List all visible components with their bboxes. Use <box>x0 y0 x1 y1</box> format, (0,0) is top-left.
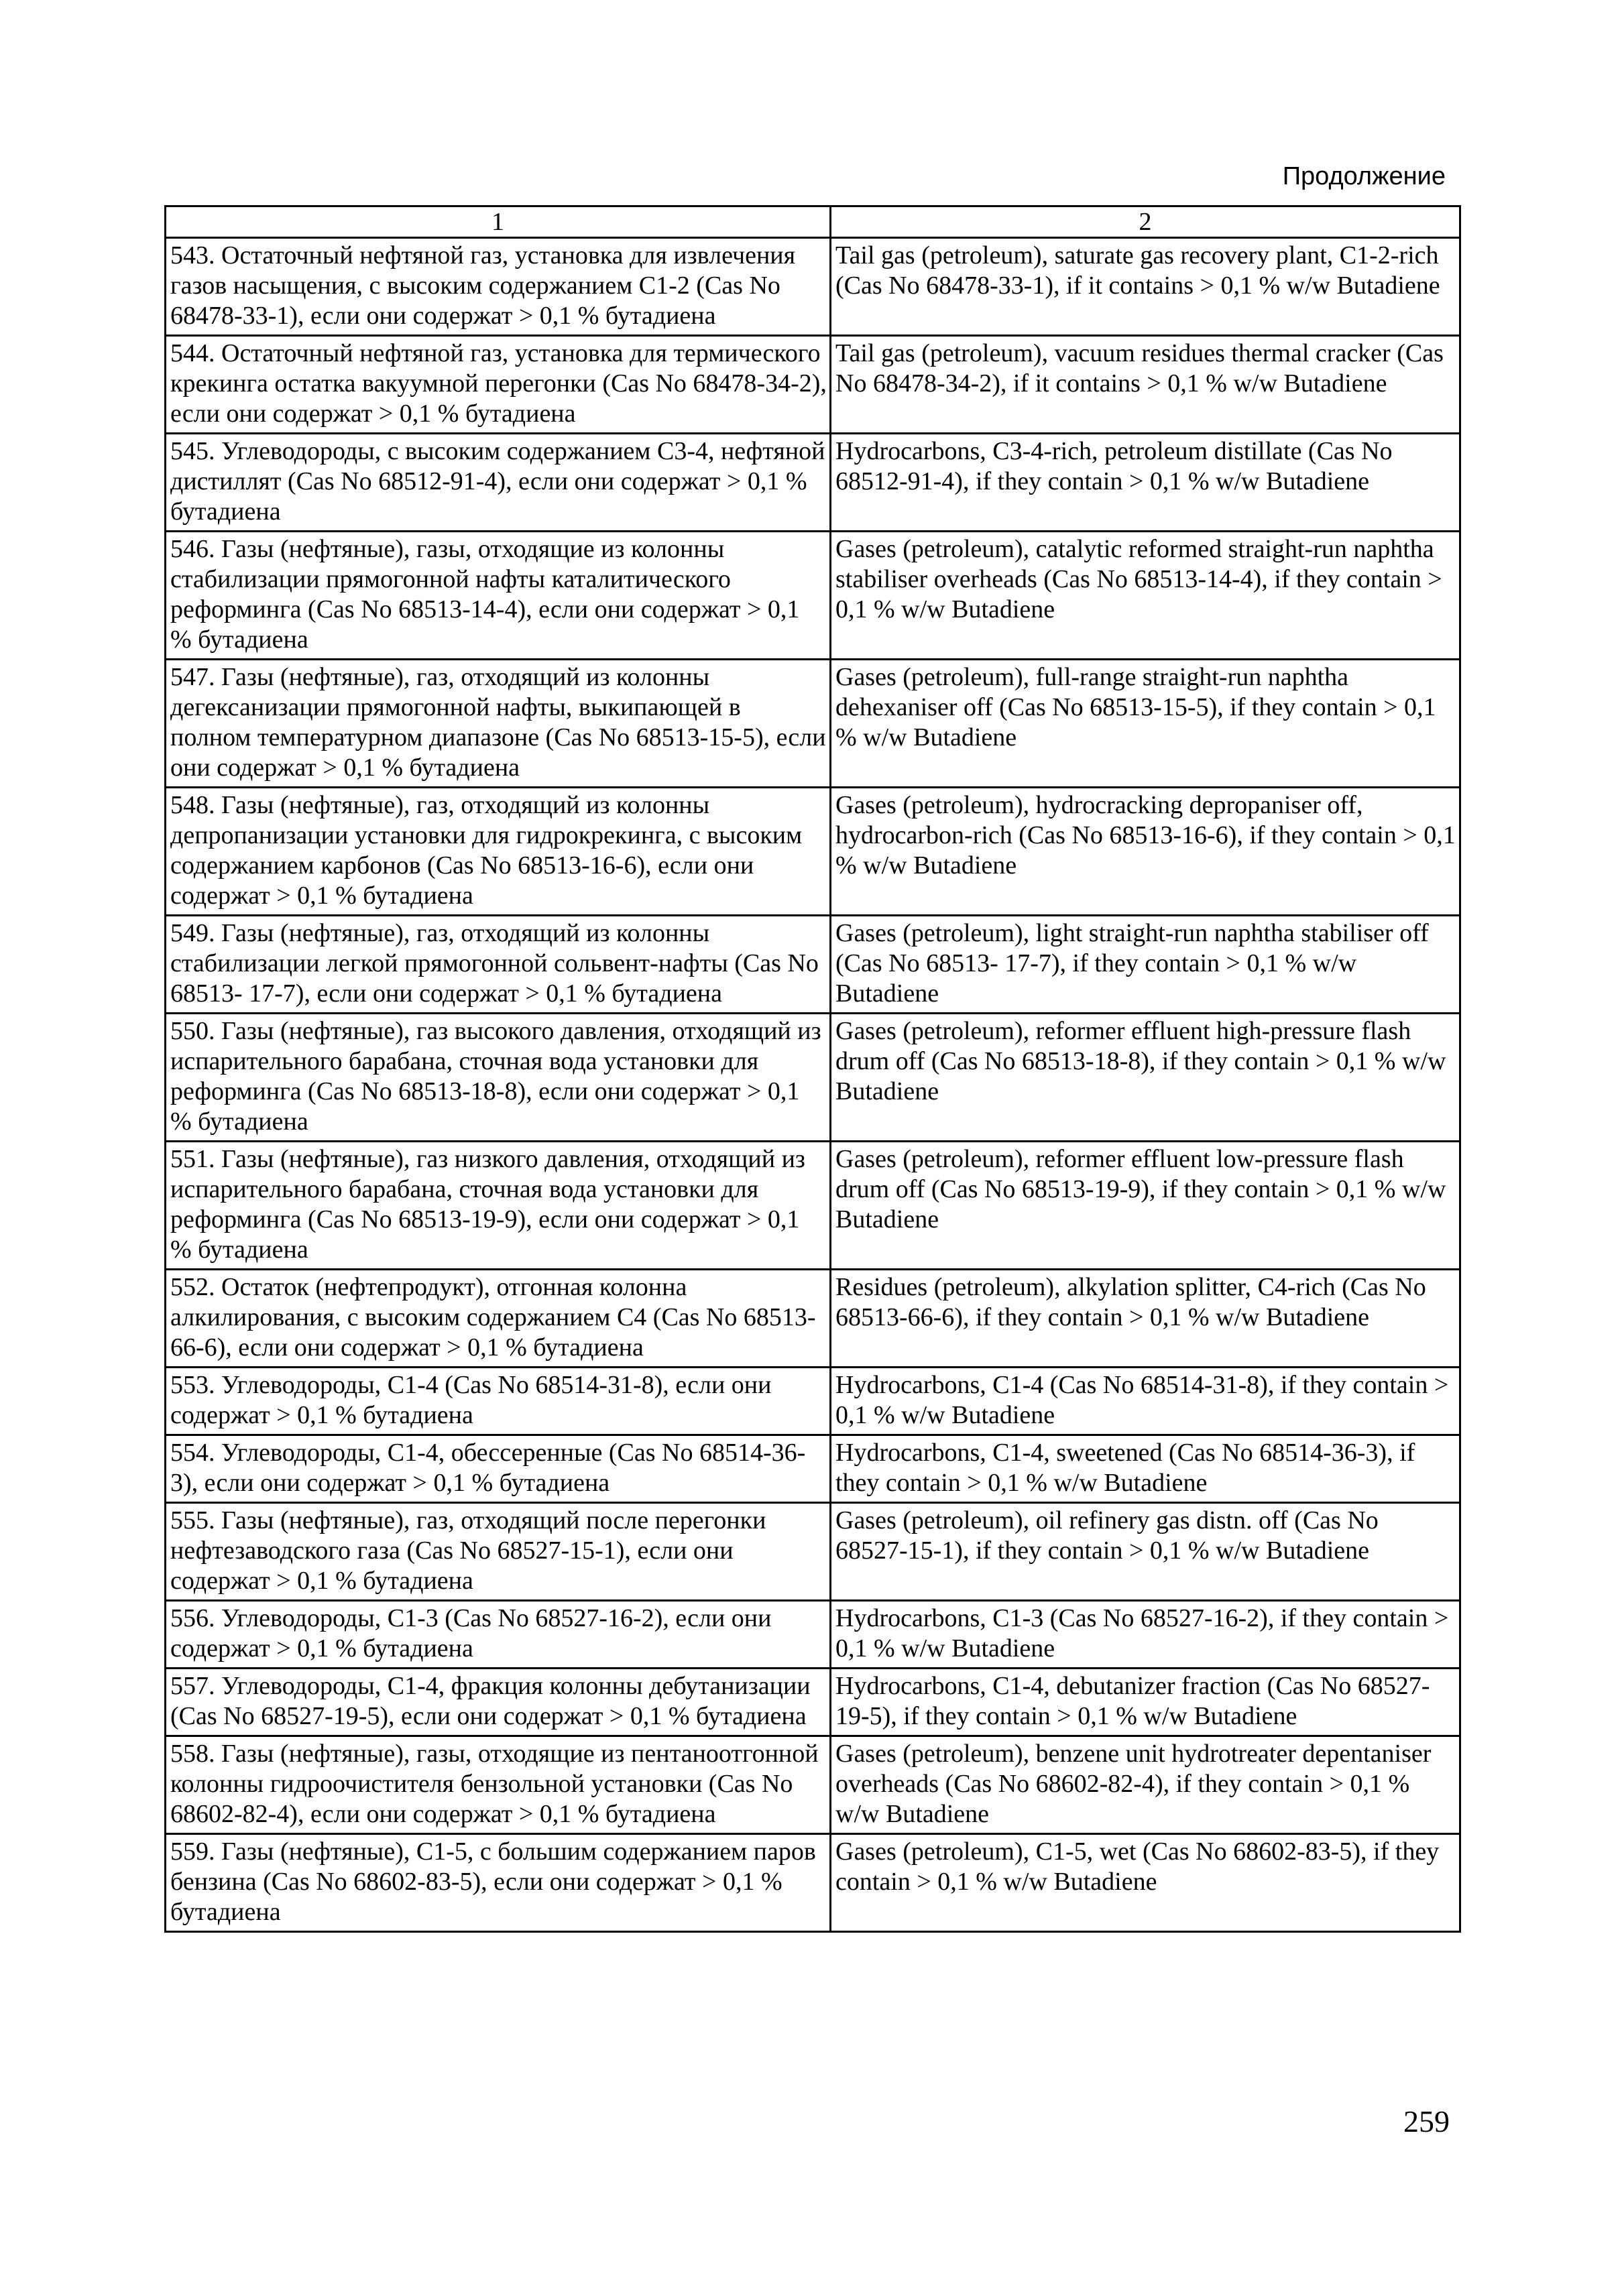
english-cell: Gases (petroleum), reformer effluent high-pressure flash drum off (Cas No 68513-18-8), if they contain > 0,1 % w/w Butadiene <box>831 1014 1460 1142</box>
russian-cell: 552. Остаток (нефтепродукт), отгонная колонна алкилирования, с высоким содержанием C4 (Cas No 68513-66-6), если они содержат > 0,1 % бутадиена <box>166 1270 831 1368</box>
table-row <box>166 916 1460 1014</box>
russian-cell: 549. Газы (нефтяные), газ, отходящий из колонны стабилизации легкой прямогонной сольвент-нафты (Cas No 68513- 17-7), если они содержат > 0,1 % бутадиена <box>166 916 831 1014</box>
english-cell: Gases (petroleum), full-range straight-run naphtha dehexaniser off (Cas No 68513-15-5), if they contain > 0,1 % w/w Butadiene <box>831 660 1460 788</box>
russian-cell: 547. Газы (нефтяные), газ, отходящий из колонны дегексанизации прямогонной нафты, выкипающей в полном температурном диапазоне (Cas No 68513-15-5), если они содержат > 0,1 % бутадиена <box>166 660 831 788</box>
table-row <box>166 238 1460 336</box>
table-row <box>166 788 1460 916</box>
russian-cell: 550. Газы (нефтяные), газ высокого давления, отходящий из испарительного барабана, сточная вода установки для реформинга (Cas No 68513-18-8), если они содержат > 0,1 % бутадиена <box>166 1014 831 1142</box>
page-number: 259 <box>1403 2104 1450 2138</box>
table-row <box>166 1435 1460 1503</box>
table-row <box>166 336 1460 434</box>
russian-cell: 545. Углеводороды, с высоким содержанием C3-4, нефтяной дистиллят (Cas No 68512-91-4), если они содержат > 0,1 % бутадиена <box>166 434 831 532</box>
english-cell: Hydrocarbons, C1-4 (Cas No 68514-31-8), if they contain > 0,1 % w/w Butadiene <box>831 1368 1460 1435</box>
russian-cell: 559. Газы (нефтяные), C1-5, с большим содержанием паров бензина (Cas No 68602-83-5), если они содержат > 0,1 % бутадиена <box>166 1834 831 1932</box>
english-cell: Gases (petroleum), reformer effluent low-pressure flash drum off (Cas No 68513-19-9), if they contain > 0,1 % w/w Butadiene <box>831 1142 1460 1270</box>
table-row <box>166 1014 1460 1142</box>
english-cell: Tail gas (petroleum), vacuum residues thermal cracker (Cas No 68478-34-2), if it contains > 0,1 % w/w Butadiene <box>831 336 1460 434</box>
table-row <box>166 1142 1460 1270</box>
substance-table <box>164 205 1461 1933</box>
russian-cell: 546. Газы (нефтяные), газы, отходящие из колонны стабилизации прямогонной нафты каталитического реформинга (Cas No 68513-14-4), если они содержат > 0,1 % бутадиена <box>166 532 831 660</box>
table-header-row <box>166 206 1460 238</box>
table-row <box>166 434 1460 532</box>
english-cell: Hydrocarbons, C1-4, debutanizer fraction (Cas No 68527-19-5), if they contain > 0,1 % w/w Butadiene <box>831 1669 1460 1736</box>
russian-cell: 544. Остаточный нефтяной газ, установка для термического крекинга остатка вакуумной перегонки (Cas No 68478-34-2), если они содержат > 0,1 % бутадиена <box>166 336 831 434</box>
english-cell: Gases (petroleum), light straight-run naphtha stabiliser off (Cas No 68513- 17-7), if they contain > 0,1 % w/w Butadiene <box>831 916 1460 1014</box>
russian-cell: 557. Углеводороды, C1-4, фракция колонны дебутанизации (Cas No 68527-19-5), если они содержат > 0,1 % бутадиена <box>166 1669 831 1736</box>
russian-cell: 555. Газы (нефтяные), газ, отходящий после перегонки нефтезаводского газа (Cas No 68527-15-1), если они содержат > 0,1 % бутадиена <box>166 1503 831 1601</box>
russian-cell: 556. Углеводороды, C1-3 (Cas No 68527-16-2), если они содержат > 0,1 % бутадиена <box>166 1601 831 1669</box>
russian-cell: 554. Углеводороды, C1-4, обессеренные (Cas No 68514-36-3), если они содержат > 0,1 % бутадиена <box>166 1435 831 1503</box>
english-cell: Hydrocarbons, C3-4-rich, petroleum distillate (Cas No 68512-91-4), if they contain > 0,1 % w/w Butadiene <box>831 434 1460 532</box>
table-row <box>166 1669 1460 1736</box>
column-header: 1 <box>166 206 831 238</box>
english-cell: Residues (petroleum), alkylation splitter, C4-rich (Cas No 68513-66-6), if they contain > 0,1 % w/w Butadiene <box>831 1270 1460 1368</box>
russian-cell: 548. Газы (нефтяные), газ, отходящий из колонны депропанизации установки для гидрокрекинга, с высоким содержанием карбонов (Cas No 68513-16-6), если они содержат > 0,1 % бутадиена <box>166 788 831 916</box>
english-cell: Tail gas (petroleum), saturate gas recovery plant, C1-2-rich (Cas No 68478-33-1), if it contains > 0,1 % w/w Butadiene <box>831 238 1460 336</box>
english-cell: Hydrocarbons, C1-3 (Cas No 68527-16-2), if they contain > 0,1 % w/w Butadiene <box>831 1601 1460 1669</box>
english-cell: Gases (petroleum), C1-5, wet (Cas No 68602-83-5), if they contain > 0,1 % w/w Butadiene <box>831 1834 1460 1932</box>
english-cell: Gases (petroleum), benzene unit hydrotreater depentaniser overheads (Cas No 68602-82-4), if they contain > 0,1 % w/w Butadiene <box>831 1736 1460 1834</box>
table-row <box>166 1834 1460 1932</box>
table-row <box>166 1270 1460 1368</box>
table-row <box>166 532 1460 660</box>
column-header: 2 <box>831 206 1460 238</box>
russian-cell: 543. Остаточный нефтяной газ, установка для извлечения газов насыщения, с высоким содержанием C1-2 (Cas No 68478-33-1), если они содержат > 0,1 % бутадиена <box>166 238 831 336</box>
english-cell: Hydrocarbons, C1-4, sweetened (Cas No 68514-36-3), if they contain > 0,1 % w/w Butadiene <box>831 1435 1460 1503</box>
english-cell: Gases (petroleum), oil refinery gas distn. off (Cas No 68527-15-1), if they contain > 0,1 % w/w Butadiene <box>831 1503 1460 1601</box>
continuation-label: Продолжение <box>1282 162 1446 190</box>
table-row <box>166 660 1460 788</box>
table-row <box>166 1601 1460 1669</box>
english-cell: Gases (petroleum), catalytic reformed straight-run naphtha stabiliser overheads (Cas No 68513-14-4), if they contain > 0,1 % w/w Butadiene <box>831 532 1460 660</box>
english-cell: Gases (petroleum), hydrocracking depropaniser off, hydrocarbon-rich (Cas No 68513-16-6), if they contain > 0,1 % w/w Butadiene <box>831 788 1460 916</box>
table-row <box>166 1503 1460 1601</box>
table-row <box>166 1736 1460 1834</box>
russian-cell: 551. Газы (нефтяные), газ низкого давления, отходящий из испарительного барабана, сточная вода установки для реформинга (Cas No 68513-19-9), если они содержат > 0,1 % бутадиена <box>166 1142 831 1270</box>
russian-cell: 558. Газы (нефтяные), газы, отходящие из пентаноотгонной колонны гидроочистителя бензольной установки (Cas No 68602-82-4), если они содержат > 0,1 % бутадиена <box>166 1736 831 1834</box>
russian-cell: 553. Углеводороды, C1-4 (Cas No 68514-31-8), если они содержат > 0,1 % бутадиена <box>166 1368 831 1435</box>
table-row <box>166 1368 1460 1435</box>
